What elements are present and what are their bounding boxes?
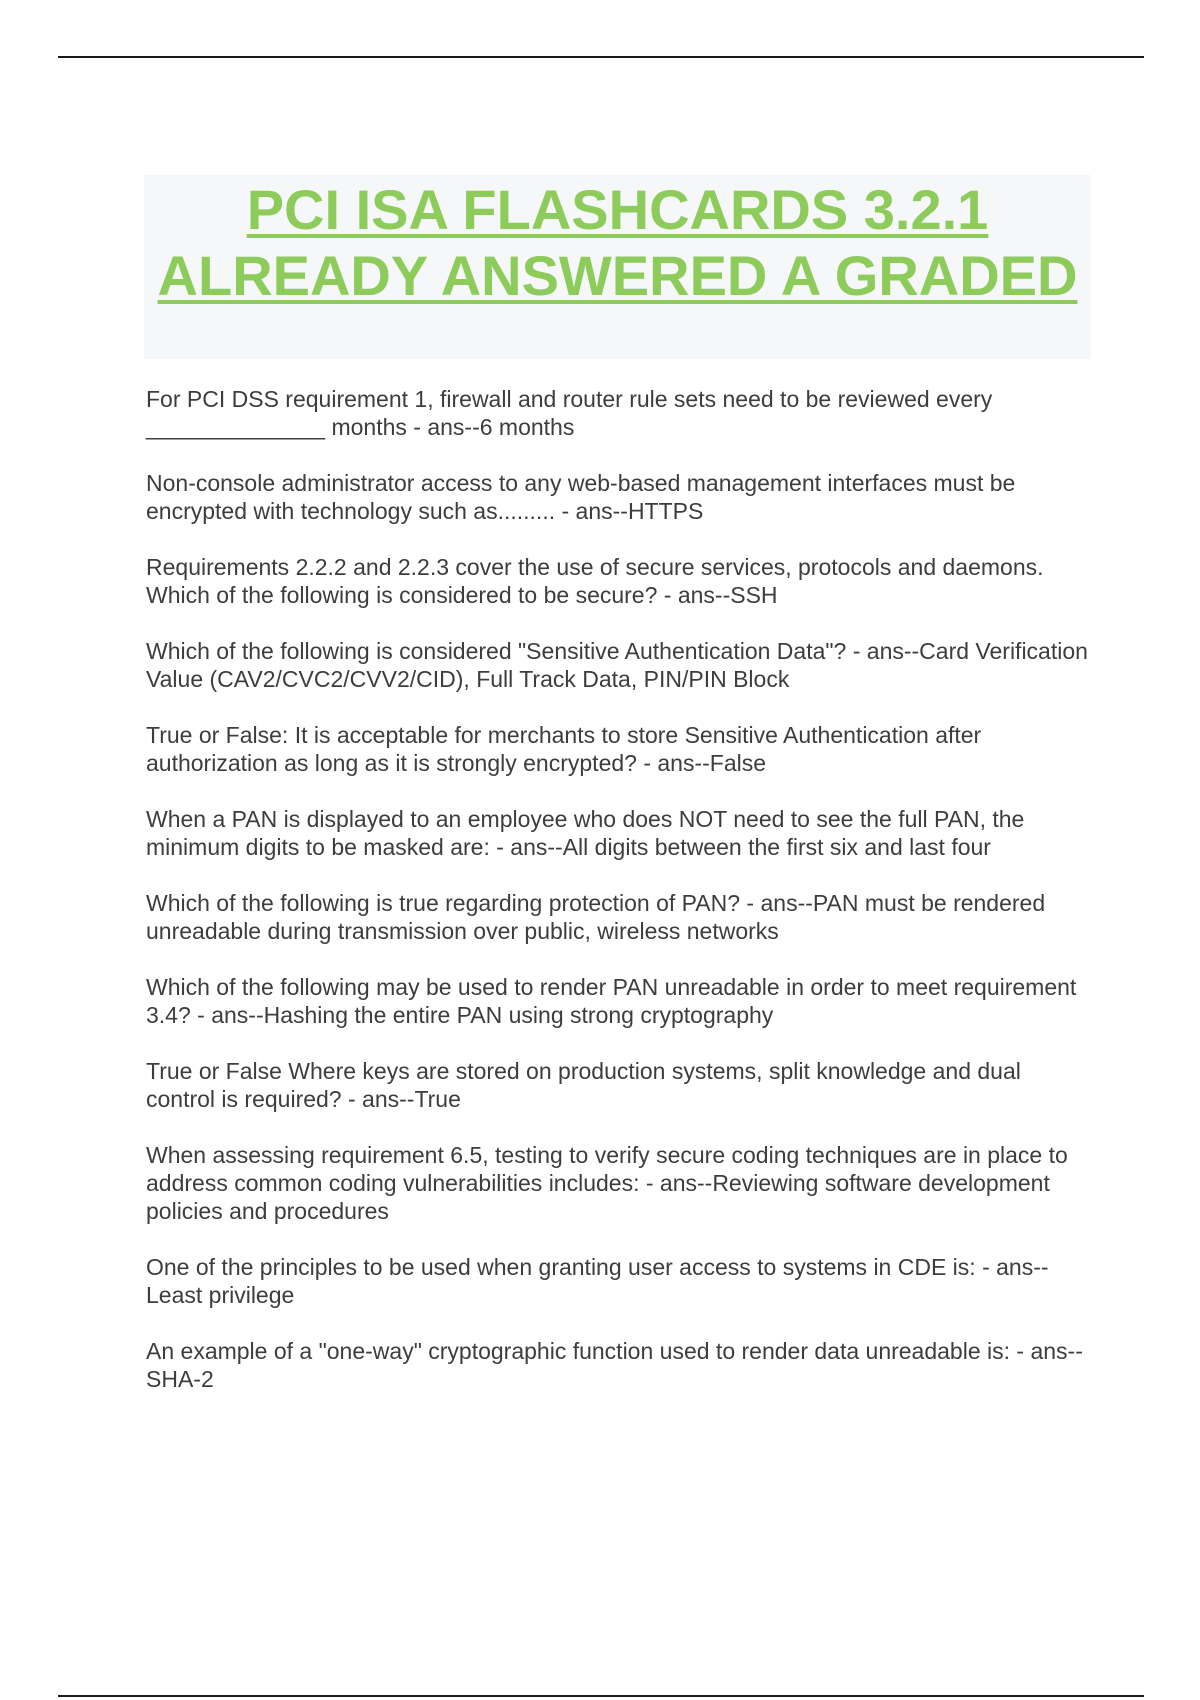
flashcard-item: An example of a "one-way" cryptographic function used to render data unreadable is: - ans--SHA-2 xyxy=(146,1338,1083,1392)
flashcard-item: Requirements 2.2.2 and 2.2.3 cover the use of secure services, protocols and daemons. Which of the following is considered to be secure? - ans--SSH xyxy=(146,554,1044,608)
flashcard-item: When assessing requirement 6.5, testing to verify secure coding techniques are in place to address common coding vulnerabilities includes: - ans--Reviewing software development policies and procedures xyxy=(146,1142,1068,1224)
title-text-2: ALREADY ANSWERED A GRADED xyxy=(157,244,1078,307)
flashcard-item: When a PAN is displayed to an employee who does NOT need to see the full PAN, the minimum digits to be masked are: - ans--All digits between the first six and last four xyxy=(146,806,1025,860)
title-banner xyxy=(144,175,1091,359)
flashcard-item: For PCI DSS requirement 1, firewall and router rule sets need to be reviewed every ______________ months - ans--6 months xyxy=(146,386,993,440)
flashcard-item: Non-console administrator access to any web-based management interfaces must be encrypted with technology such as......... - ans--HTTPS xyxy=(146,470,1016,524)
flashcard-item: Which of the following is considered "Sensitive Authentication Data"? - ans--Card Verification Value (CAV2/CVC2/CVV2/CID), Full Track Data, PIN/PIN Block xyxy=(146,638,1088,692)
top-rule xyxy=(58,56,1144,58)
title-line-1 xyxy=(144,177,1091,243)
title-text-1: PCI ISA FLASHCARDS 3.2.1 xyxy=(246,178,989,241)
title-line-2 xyxy=(144,243,1091,309)
flashcard-item: Which of the following is true regarding protection of PAN? - ans--PAN must be rendered unreadable during transmission over public, wireless networks xyxy=(146,890,1046,944)
flashcard-item: Which of the following may be used to render PAN unreadable in order to meet requirement 3.4? - ans--Hashing the entire PAN using strong cryptography xyxy=(146,974,1077,1028)
bottom-rule xyxy=(58,1695,1144,1697)
flashcard-list xyxy=(146,385,1096,1421)
flashcard-item: One of the principles to be used when granting user access to systems in CDE is: - ans--Least privilege xyxy=(146,1254,1049,1308)
flashcard-item: True or False Where keys are stored on production systems, split knowledge and dual control is required? - ans--True xyxy=(146,1058,1021,1112)
flashcard-item: True or False: It is acceptable for merchants to store Sensitive Authentication after authorization as long as it is strongly encrypted? - ans--False xyxy=(146,722,982,776)
